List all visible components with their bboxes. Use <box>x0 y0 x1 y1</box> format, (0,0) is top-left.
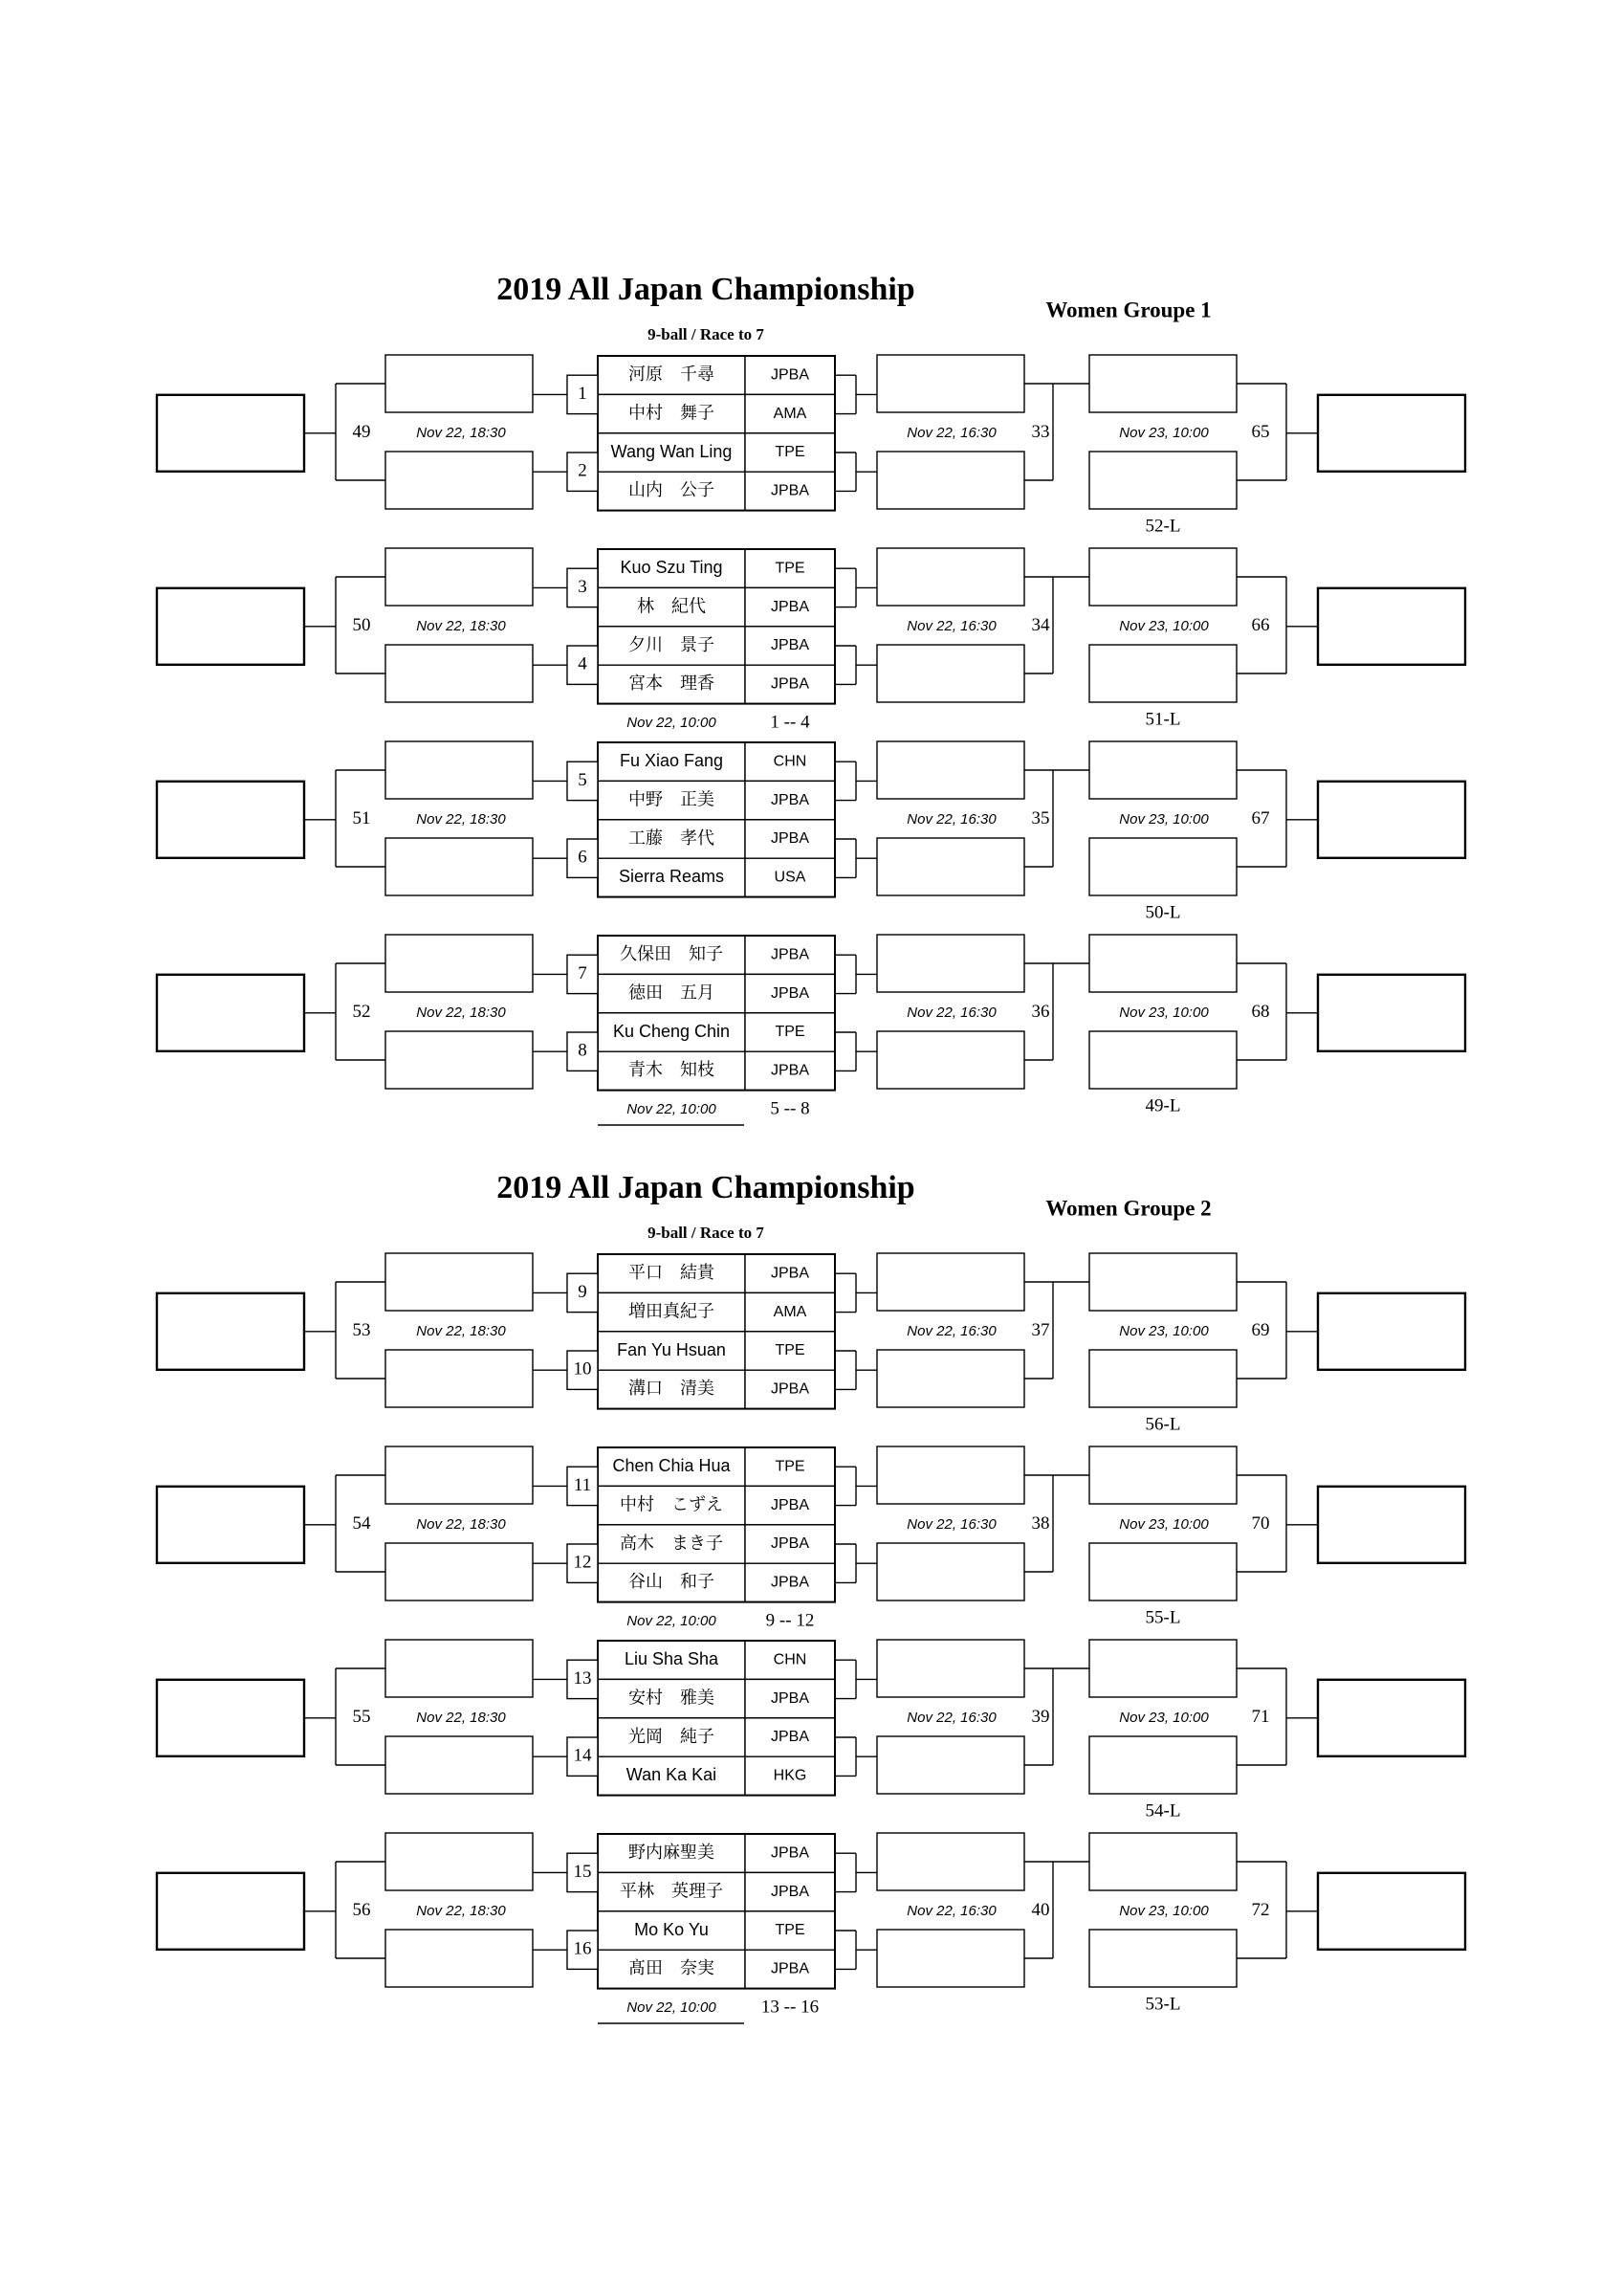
player-country: USA <box>774 869 806 886</box>
winner-slot[interactable] <box>1089 1253 1237 1311</box>
players-table <box>598 1834 835 1989</box>
winner-slot[interactable] <box>385 1031 533 1089</box>
match-time: Nov 22, 18:30 <box>416 1709 506 1726</box>
player-country: JPBA <box>770 1496 810 1513</box>
player-country: TPE <box>775 560 805 577</box>
players-table <box>598 549 835 704</box>
player-country: JPBA <box>770 791 810 808</box>
winner-slot[interactable] <box>877 1543 1024 1601</box>
match-number: 55 <box>352 1707 371 1728</box>
player-country: CHN <box>773 1651 807 1668</box>
winner-slot[interactable] <box>1089 1031 1237 1089</box>
player-name: Chen Chia Hua <box>612 1455 731 1475</box>
result-slot[interactable] <box>157 1487 304 1563</box>
player-name: 山内 公子 <box>628 480 714 500</box>
match-number: 40 <box>1031 1900 1050 1921</box>
winner-slot[interactable] <box>385 1253 533 1311</box>
match-number: 3 <box>578 576 587 597</box>
winner-slot[interactable] <box>1089 548 1237 606</box>
footer-range: 5 -- 8 <box>770 1098 810 1119</box>
match-number: 7 <box>578 962 587 983</box>
loser-label: 51-L <box>1145 709 1181 730</box>
player-name: 中野 正美 <box>628 789 714 809</box>
player-country: TPE <box>775 1342 805 1359</box>
match-time: Nov 23, 10:00 <box>1119 1515 1209 1533</box>
bracket-block <box>157 741 1465 922</box>
winner-slot[interactable] <box>1089 1543 1237 1601</box>
winner-slot[interactable] <box>877 1930 1024 1987</box>
loser-label: 52-L <box>1145 516 1181 537</box>
footer-range: 9 -- 12 <box>765 1610 815 1631</box>
winner-slot[interactable] <box>385 838 533 895</box>
footer-time: Nov 22, 10:00 <box>626 1612 716 1629</box>
match-number: 54 <box>352 1513 371 1534</box>
loser-label: 54-L <box>1145 1800 1181 1821</box>
winner-slot[interactable] <box>385 1543 533 1601</box>
player-country: JPBA <box>770 598 810 615</box>
player-name: Ku Cheng Chin <box>612 1021 731 1041</box>
player-name: 増田真紀子 <box>628 1301 714 1321</box>
result-slot[interactable] <box>1318 975 1465 1051</box>
match-number: 56 <box>352 1900 371 1921</box>
player-name: 光岡 純子 <box>628 1726 714 1746</box>
match-number: 14 <box>573 1745 592 1766</box>
match-number: 33 <box>1031 422 1050 443</box>
players-table <box>598 1447 835 1602</box>
winner-slot[interactable] <box>385 452 533 509</box>
winner-slot[interactable] <box>1089 741 1237 799</box>
match-number: 38 <box>1031 1513 1050 1534</box>
match-number: 34 <box>1031 615 1050 636</box>
match-time: Nov 22, 18:30 <box>416 424 506 441</box>
match-number: 68 <box>1251 1002 1270 1023</box>
player-name: 宮本 理香 <box>628 673 714 694</box>
match-number: 13 <box>573 1667 592 1689</box>
player-name: 平林 英理子 <box>620 1881 723 1901</box>
player-name: Kuo Szu Ting <box>620 557 723 577</box>
result-slot[interactable] <box>157 1680 304 1756</box>
player-name: 林 紀代 <box>637 596 706 616</box>
result-slot[interactable] <box>1318 1873 1465 1950</box>
player-country: JPBA <box>770 1883 810 1900</box>
winner-slot[interactable] <box>877 1640 1024 1697</box>
bracket-block <box>157 1446 1465 1630</box>
player-country: JPBA <box>770 1535 810 1553</box>
page-title: 2019 All Japan Championship <box>496 1169 915 1205</box>
player-name: Fan Yu Hsuan <box>617 1339 726 1359</box>
winner-slot[interactable] <box>385 1930 533 1987</box>
match-number: 35 <box>1031 808 1050 829</box>
bracket-block <box>157 548 1465 732</box>
winner-slot[interactable] <box>877 1031 1024 1089</box>
winner-slot[interactable] <box>1089 935 1237 992</box>
match-number: 16 <box>573 1938 592 1959</box>
winner-slot[interactable] <box>1089 1930 1237 1987</box>
match-number: 52 <box>352 1002 371 1023</box>
player-country: JPBA <box>770 482 810 499</box>
winner-slot[interactable] <box>385 1736 533 1794</box>
match-time: Nov 22, 18:30 <box>416 617 506 634</box>
player-name: 平口 結貴 <box>628 1262 714 1282</box>
player-country: JPBA <box>770 1844 810 1862</box>
match-time: Nov 22, 16:30 <box>907 424 997 441</box>
winner-slot[interactable] <box>1089 645 1237 702</box>
match-time: Nov 23, 10:00 <box>1119 1709 1209 1726</box>
match-time: Nov 22, 16:30 <box>907 1902 997 1919</box>
match-number: 72 <box>1251 1900 1270 1921</box>
group-1 <box>157 272 1465 1125</box>
player-name: Wang Wan Ling <box>610 441 733 461</box>
game-format: 9-ball / Race to 7 <box>647 1223 764 1242</box>
player-country: CHN <box>773 753 807 770</box>
match-time: Nov 23, 10:00 <box>1119 1322 1209 1339</box>
match-number: 5 <box>578 769 587 790</box>
match-time: Nov 22, 16:30 <box>907 1004 997 1021</box>
winner-slot[interactable] <box>385 1350 533 1407</box>
result-slot[interactable] <box>157 395 304 472</box>
footer-range: 1 -- 4 <box>770 712 810 733</box>
player-country: TPE <box>775 444 805 461</box>
player-country: JPBA <box>770 366 810 384</box>
winner-slot[interactable] <box>1089 355 1237 412</box>
winner-slot[interactable] <box>877 935 1024 992</box>
footer-time: Nov 22, 10:00 <box>626 1100 716 1117</box>
player-country: JPBA <box>770 675 810 693</box>
winner-slot[interactable] <box>1089 1446 1237 1504</box>
match-number: 12 <box>573 1552 592 1573</box>
result-slot[interactable] <box>1318 782 1465 858</box>
result-slot[interactable] <box>1318 1293 1465 1370</box>
match-number: 51 <box>352 808 371 829</box>
player-country: JPBA <box>770 1380 810 1398</box>
footer-time: Nov 22, 10:00 <box>626 1998 716 2016</box>
player-country: JPBA <box>770 637 810 654</box>
player-country: JPBA <box>770 1960 810 1977</box>
player-name: 谷山 和子 <box>628 1572 714 1592</box>
player-country: TPE <box>775 1458 805 1475</box>
page-title: 2019 All Japan Championship <box>496 271 915 307</box>
winner-slot[interactable] <box>877 1350 1024 1407</box>
winner-slot[interactable] <box>877 1833 1024 1890</box>
match-time: Nov 22, 18:30 <box>416 1322 506 1339</box>
match-time: Nov 23, 10:00 <box>1119 810 1209 828</box>
winner-slot[interactable] <box>877 355 1024 412</box>
match-time: Nov 23, 10:00 <box>1119 1004 1209 1021</box>
match-number: 15 <box>573 1861 592 1882</box>
footer-range: 13 -- 16 <box>760 1997 820 2018</box>
player-country: AMA <box>773 405 807 422</box>
winner-slot[interactable] <box>877 838 1024 895</box>
match-number: 6 <box>578 847 587 868</box>
match-number: 36 <box>1031 1002 1050 1023</box>
loser-label: 50-L <box>1145 902 1181 923</box>
result-slot[interactable] <box>1318 395 1465 472</box>
match-number: 39 <box>1031 1707 1050 1728</box>
loser-label: 49-L <box>1145 1095 1181 1116</box>
match-number: 49 <box>352 422 371 443</box>
match-time: Nov 23, 10:00 <box>1119 424 1209 441</box>
match-time: Nov 22, 16:30 <box>907 1709 997 1726</box>
player-name: 久保田 知子 <box>620 943 723 963</box>
match-number: 69 <box>1251 1320 1270 1341</box>
players-table <box>598 1254 835 1409</box>
player-country: JPBA <box>770 984 810 1002</box>
winner-slot[interactable] <box>877 452 1024 509</box>
match-time: Nov 22, 16:30 <box>907 617 997 634</box>
players-table <box>598 1641 835 1796</box>
match-number: 1 <box>578 383 587 404</box>
player-country: AMA <box>773 1303 807 1320</box>
match-number: 67 <box>1251 808 1270 829</box>
players-table <box>598 356 835 511</box>
player-country: JPBA <box>770 946 810 963</box>
player-name: Liu Sha Sha <box>624 1648 719 1668</box>
match-number: 70 <box>1251 1513 1270 1534</box>
match-time: Nov 23, 10:00 <box>1119 1902 1209 1919</box>
match-number: 53 <box>352 1320 371 1341</box>
bracket-block <box>157 1833 1465 2023</box>
match-number: 4 <box>578 653 587 674</box>
player-name: 夕川 景子 <box>628 634 714 654</box>
bracket-block <box>157 1253 1465 1434</box>
player-name: Mo Ko Yu <box>634 1919 709 1939</box>
player-name: Wan Ka Kai <box>625 1765 717 1785</box>
player-country: HKG <box>773 1767 807 1784</box>
match-number: 37 <box>1031 1320 1050 1341</box>
result-slot[interactable] <box>1318 1487 1465 1563</box>
match-time: Nov 23, 10:00 <box>1119 617 1209 634</box>
result-slot[interactable] <box>1318 1680 1465 1756</box>
match-time: Nov 22, 16:30 <box>907 810 997 828</box>
winner-slot[interactable] <box>877 548 1024 606</box>
winner-slot[interactable] <box>877 1253 1024 1311</box>
player-country: TPE <box>775 1024 805 1041</box>
result-slot[interactable] <box>157 1293 304 1370</box>
result-slot[interactable] <box>157 975 304 1051</box>
match-number: 65 <box>1251 422 1270 443</box>
loser-label: 53-L <box>1145 1994 1181 2015</box>
winner-slot[interactable] <box>385 935 533 992</box>
winner-slot[interactable] <box>877 741 1024 799</box>
player-name: Sierra Reams <box>618 867 725 887</box>
player-name: 工藤 孝代 <box>628 828 714 848</box>
result-slot[interactable] <box>157 782 304 858</box>
winner-slot[interactable] <box>877 1736 1024 1794</box>
loser-label: 56-L <box>1145 1414 1181 1435</box>
player-country: JPBA <box>770 1574 810 1591</box>
match-number: 11 <box>573 1474 592 1495</box>
match-number: 66 <box>1251 615 1270 636</box>
winner-slot[interactable] <box>877 645 1024 702</box>
match-number: 2 <box>578 460 587 481</box>
player-country: JPBA <box>770 1265 810 1282</box>
match-number: 71 <box>1251 1707 1270 1728</box>
winner-slot[interactable] <box>385 1446 533 1504</box>
winner-slot[interactable] <box>1089 1833 1237 1890</box>
player-name: Fu Xiao Fang <box>619 750 724 770</box>
result-slot[interactable] <box>1318 588 1465 665</box>
player-name: 髙田 奈実 <box>628 1958 714 1978</box>
group-label: Women Groupe 1 <box>1045 298 1212 322</box>
result-slot[interactable] <box>157 588 304 665</box>
loser-label: 55-L <box>1145 1607 1181 1628</box>
players-table <box>598 936 835 1091</box>
player-country: TPE <box>775 1922 805 1939</box>
winner-slot[interactable] <box>385 1640 533 1697</box>
group-2 <box>157 1170 1465 2023</box>
player-country: JPBA <box>770 1062 810 1079</box>
match-time: Nov 22, 16:30 <box>907 1515 997 1533</box>
result-slot[interactable] <box>157 1873 304 1950</box>
player-name: 河原 千尋 <box>628 364 714 384</box>
player-name: 溝口 清美 <box>628 1379 714 1399</box>
winner-slot[interactable] <box>385 548 533 606</box>
match-time: Nov 22, 18:30 <box>416 1004 506 1021</box>
winner-slot[interactable] <box>1089 838 1237 895</box>
winner-slot[interactable] <box>1089 1350 1237 1407</box>
match-number: 9 <box>578 1281 587 1302</box>
footer-time: Nov 22, 10:00 <box>626 714 716 731</box>
match-number: 10 <box>573 1358 592 1380</box>
player-name: 中村 こずえ <box>620 1494 723 1514</box>
player-name: 青木 知枝 <box>628 1060 714 1080</box>
player-name: 安村 雅美 <box>628 1688 714 1708</box>
winner-slot[interactable] <box>1089 452 1237 509</box>
player-country: JPBA <box>770 1729 810 1746</box>
winner-slot[interactable] <box>1089 1736 1237 1794</box>
winner-slot[interactable] <box>385 355 533 412</box>
player-country: JPBA <box>770 830 810 848</box>
bracket-block <box>157 1640 1465 1821</box>
players-table <box>598 742 835 897</box>
match-time: Nov 22, 18:30 <box>416 810 506 828</box>
group-label: Women Groupe 2 <box>1045 1196 1212 1221</box>
player-country: JPBA <box>770 1689 810 1707</box>
match-number: 8 <box>578 1040 587 1061</box>
match-number: 50 <box>352 615 371 636</box>
match-time: Nov 22, 16:30 <box>907 1322 997 1339</box>
player-name: 徳田 五月 <box>628 982 714 1003</box>
bracket-block <box>157 355 1465 536</box>
player-name: 中村 舞子 <box>628 403 714 423</box>
winner-slot[interactable] <box>385 645 533 702</box>
match-time: Nov 22, 18:30 <box>416 1515 506 1533</box>
game-format: 9-ball / Race to 7 <box>647 324 764 343</box>
player-name: 高木 まき子 <box>620 1533 723 1553</box>
bracket-block <box>157 935 1465 1125</box>
winner-slot[interactable] <box>385 1833 533 1890</box>
winner-slot[interactable] <box>877 1446 1024 1504</box>
winner-slot[interactable] <box>385 741 533 799</box>
player-name: 野内麻聖美 <box>628 1842 714 1862</box>
match-time: Nov 22, 18:30 <box>416 1902 506 1919</box>
winner-slot[interactable] <box>1089 1640 1237 1697</box>
